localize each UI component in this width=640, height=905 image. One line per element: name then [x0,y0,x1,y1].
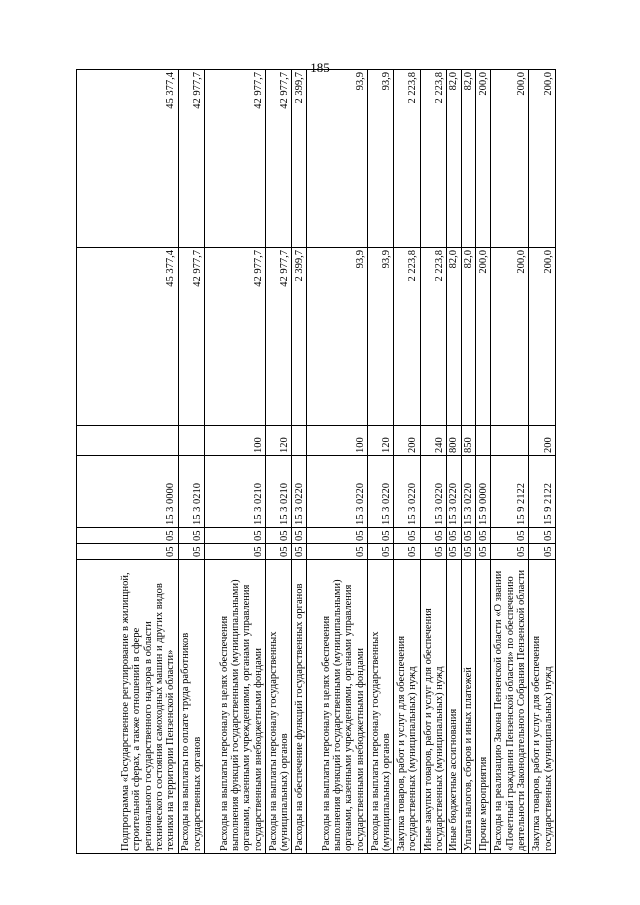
row-amount-2: 45 377,4 [77,70,179,248]
rotated-table-frame [76,70,556,854]
row-subsection: 05 [306,528,367,544]
row-subsection: 05 [77,528,179,544]
row-amount-1: 93,9 [306,248,367,426]
table-row [529,70,556,854]
table-row [367,70,393,854]
row-name: Уплата налогов, сборов и иных платежей [461,560,476,854]
row-name: Расходы на выплаты персоналу государственных (муниципальных) органов [367,560,393,854]
row-section: 05 [306,544,367,560]
row-amount-2: 200,0 [490,70,529,248]
row-amount-2: 82,0 [461,70,476,248]
row-subsection: 05 [205,528,266,544]
row-name: Закупка товаров, работ и услуг для обеспечения государственных (муниципальных) нужд [529,560,556,854]
row-target-article: 15 3 0210 [205,456,266,528]
row-section: 05 [292,544,307,560]
row-subsection: 05 [447,528,462,544]
row-amount-1: 82,0 [461,248,476,426]
table-row [490,70,529,854]
row-amount-1: 2 223,8 [394,248,420,426]
row-target-article: 15 3 0220 [461,456,476,528]
table-row [292,70,307,854]
row-amount-2: 2 223,8 [420,70,446,248]
row-amount-1: 200,0 [476,248,491,426]
row-subsection: 05 [292,528,307,544]
row-name: Расходы на выплаты персоналу в целях обеспечения выполнения функций государственными (муниципальными) органами, казенными учреждениями, органами управления государственными внебюджетными фондами [205,560,266,854]
row-amount-2: 42 977,7 [178,70,204,248]
table-row [205,70,266,854]
table-row [394,70,420,854]
row-name: Прочие мероприятия [476,560,491,854]
row-amount-1: 2 399,7 [292,248,307,426]
row-target-article: 15 9 0000 [476,456,491,528]
row-subsection: 05 [529,528,556,544]
row-name: Иные бюджетные ассигнования [447,560,462,854]
table-row [476,70,491,854]
row-expense-type: 240 [420,426,446,456]
row-section: 05 [420,544,446,560]
row-name: Подпрограмма «Государственное регулирование в жилищной, строительной сферах, а также отношений в сфере регионального государственного надзора в области технического состояния самоходных машин и других видов техники на территории Пензенской области» [77,560,179,854]
row-section: 05 [529,544,556,560]
row-expense-type [292,426,307,456]
row-name: Расходы на реализацию Закона Пензенской области «О звании «Почетный гражданин Пензенской области» по обеспечению деятельности Законодательного Собрания Пензенской области [490,560,529,854]
row-subsection: 05 [394,528,420,544]
table-row [266,70,292,854]
row-amount-1: 45 377,4 [77,248,179,426]
row-expense-type: 200 [394,426,420,456]
row-target-article: 15 3 0220 [420,456,446,528]
row-amount-2: 82,0 [447,70,462,248]
row-subsection: 05 [420,528,446,544]
row-target-article: 15 9 2122 [529,456,556,528]
row-name: Расходы на выплаты персоналу государственных (муниципальных) органов [266,560,292,854]
row-section: 05 [490,544,529,560]
row-expense-type: 100 [306,426,367,456]
row-amount-2: 42 977,7 [205,70,266,248]
row-expense-type [178,426,204,456]
row-amount-1: 93,9 [367,248,393,426]
table-row [306,70,367,854]
row-amount-2: 93,9 [367,70,393,248]
row-subsection: 05 [367,528,393,544]
row-name: Закупка товаров, работ и услуг для обеспечения государственных (муниципальных) нужд [394,560,420,854]
row-target-article: 15 3 0220 [394,456,420,528]
row-expense-type: 100 [205,426,266,456]
table-row [178,70,204,854]
table-row [461,70,476,854]
row-name: Расходы на выплаты персоналу в целях обеспечения выполнения функций государственными (муниципальными) органами, казенными учреждениями, органами управления государственными внебюджетными фондами [306,560,367,854]
row-subsection: 05 [178,528,204,544]
row-subsection: 05 [266,528,292,544]
row-subsection: 05 [461,528,476,544]
row-amount-1: 2 223,8 [420,248,446,426]
row-amount-2: 200,0 [529,70,556,248]
row-amount-2: 42 977,7 [266,70,292,248]
row-target-article: 15 3 0210 [178,456,204,528]
row-expense-type: 200 [529,426,556,456]
row-amount-2: 93,9 [306,70,367,248]
table-container [76,70,556,854]
row-section: 05 [205,544,266,560]
row-target-article: 15 3 0220 [447,456,462,528]
row-expense-type [77,426,179,456]
row-target-article: 15 3 0210 [266,456,292,528]
row-target-article: 15 3 0220 [367,456,393,528]
row-section: 05 [367,544,393,560]
row-section: 05 [394,544,420,560]
row-target-article: 15 9 2122 [490,456,529,528]
table-row [447,70,462,854]
row-name: Расходы на обеспечение функций государственных органов [292,560,307,854]
row-expense-type: 120 [367,426,393,456]
row-amount-2: 2 399,7 [292,70,307,248]
row-expense-type [490,426,529,456]
row-amount-2: 200,0 [476,70,491,248]
table-body [77,70,556,854]
row-amount-1: 82,0 [447,248,462,426]
table-row [420,70,446,854]
row-section: 05 [178,544,204,560]
row-target-article: 15 3 0000 [77,456,179,528]
row-section: 05 [476,544,491,560]
row-name: Иные закупки товаров, работ и услуг для обеспечения государственных (муниципальных) нужд [420,560,446,854]
row-expense-type: 120 [266,426,292,456]
row-amount-1: 42 977,7 [205,248,266,426]
row-name: Расходы на выплаты по оплате труда работников государственных органов [178,560,204,854]
row-target-article: 15 3 0220 [292,456,307,528]
row-subsection: 05 [490,528,529,544]
row-section: 05 [266,544,292,560]
row-section: 05 [447,544,462,560]
row-amount-1: 42 977,7 [178,248,204,426]
row-subsection: 05 [476,528,491,544]
row-expense-type: 800 [447,426,462,456]
budget-table [76,69,556,854]
row-expense-type [476,426,491,456]
row-section: 05 [77,544,179,560]
row-expense-type: 850 [461,426,476,456]
row-amount-1: 200,0 [490,248,529,426]
row-amount-1: 42 977,7 [266,248,292,426]
row-amount-2: 2 223,8 [394,70,420,248]
row-amount-1: 200,0 [529,248,556,426]
row-section: 05 [461,544,476,560]
table-row [77,70,179,854]
page-number: 185 [310,60,330,75]
row-target-article: 15 3 0220 [306,456,367,528]
